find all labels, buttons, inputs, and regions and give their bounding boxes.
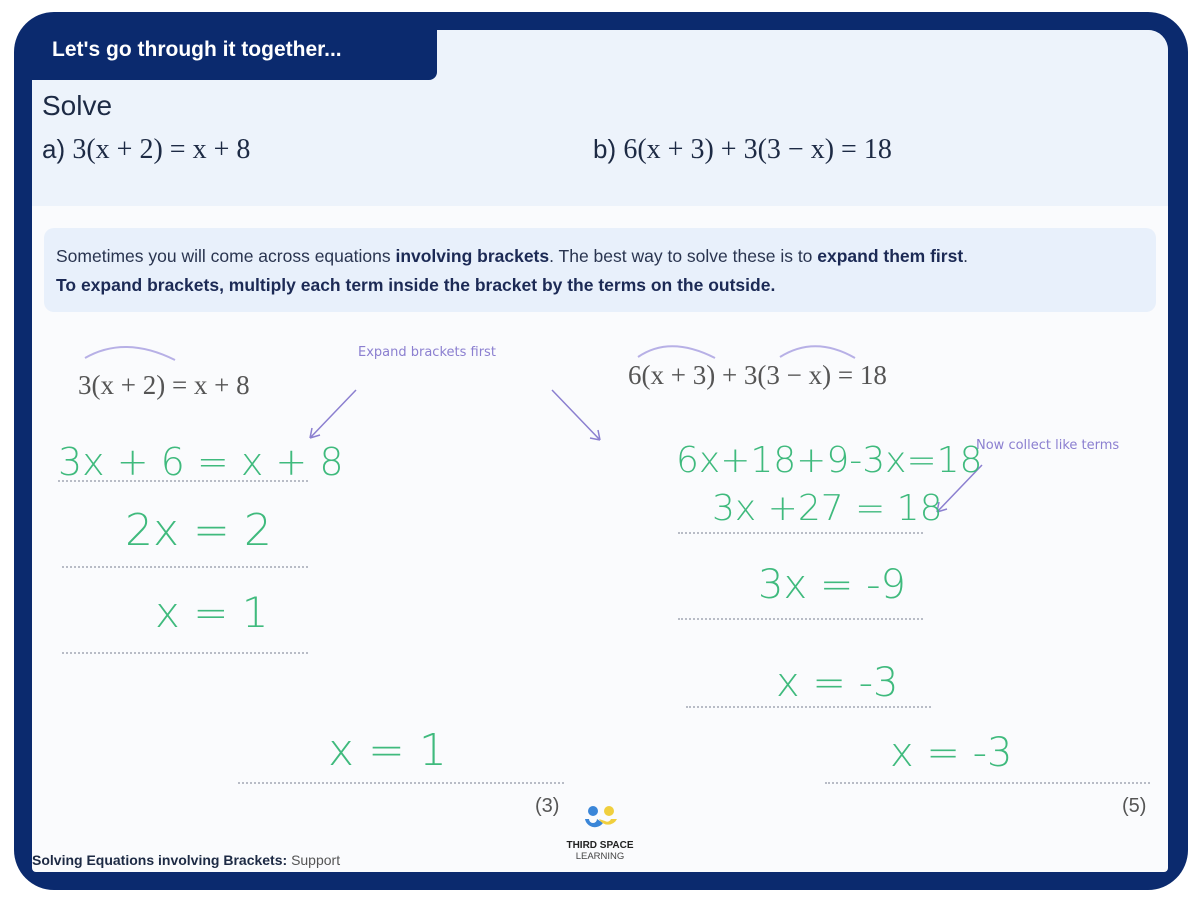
work-b-answer: x = -3: [890, 730, 1013, 776]
question-b-equation: 6(x + 3) + 3(3 − x) = 18: [623, 134, 892, 165]
logo-text: LEARNING: [575, 851, 625, 862]
expand-arc-icon: [638, 346, 715, 358]
footer-sub: Support: [291, 852, 341, 868]
arrow-icon: [552, 390, 600, 440]
work-b-step: 3x +27 = 18: [712, 488, 943, 529]
expand-arc-icon: [85, 347, 175, 360]
note-expand: Expand brackets first: [358, 345, 496, 360]
info-bold: To expand brackets, multiply each term inside the bracket by the terms on the outside.: [56, 275, 776, 295]
question-a-equation: 3(x + 2) = x + 8: [72, 134, 251, 165]
question-b-label: b): [593, 134, 617, 164]
work-b-step: x = -3: [776, 660, 899, 706]
solve-heading: Solve: [42, 90, 113, 121]
work-b-equation: 6(x + 3) + 3(3 − x) = 18: [628, 360, 887, 390]
logo-icon: [575, 805, 625, 835]
work-a-step: x = 1: [155, 588, 269, 637]
logo: [565, 805, 635, 862]
header-tab: Let's go through it together...: [32, 30, 437, 80]
logo-text: THIRD SPACE: [566, 840, 634, 851]
info-text: Sometimes you will come across equations: [56, 246, 396, 266]
work-b-step: 3x = -9: [758, 562, 906, 608]
work-a-step: 2x = 2: [125, 505, 272, 556]
marks-b: (5): [1122, 795, 1147, 817]
work-b-step: 6x+18+9-3x=18: [676, 440, 983, 481]
expand-arc-icon: [780, 346, 855, 358]
arrow-icon: [310, 390, 356, 438]
footer: [32, 852, 340, 868]
footer-title: Solving Equations involving Brackets:: [32, 852, 288, 868]
note-collect: Now collect like terms: [976, 438, 1120, 453]
work-a-step: 3x + 6 = x + 8: [58, 440, 344, 484]
info-bold: involving brackets: [395, 246, 550, 266]
work-a-equation: 3(x + 2) = x + 8: [78, 370, 250, 400]
info-text: .: [963, 246, 969, 266]
info-text: . The best way to solve these is to: [549, 246, 818, 266]
work-a-answer: x = 1: [328, 725, 447, 776]
marks-a: (3): [535, 795, 560, 817]
question-a-label: a): [42, 134, 66, 164]
info-bold: expand them first: [817, 246, 964, 266]
